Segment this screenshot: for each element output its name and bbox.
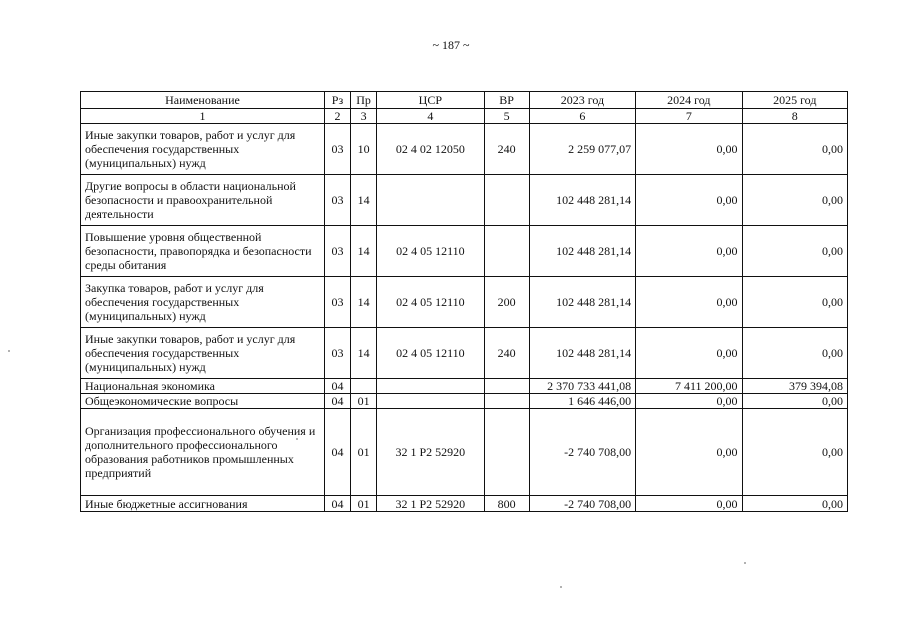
row-pr: 14 — [351, 226, 377, 277]
row-csr: 32 1 Р2 52920 — [377, 496, 484, 512]
row-vr — [484, 379, 529, 394]
table-row — [81, 328, 848, 379]
row-2023: -2 740 708,00 — [529, 409, 635, 496]
table-row — [81, 496, 848, 512]
row-pr: 01 — [351, 409, 377, 496]
scan-speck — [560, 586, 562, 588]
row-name: Общеэкономические вопросы — [81, 394, 325, 409]
row-2025: 0,00 — [742, 124, 847, 175]
row-pr — [351, 379, 377, 394]
row-csr: 02 4 02 12050 — [377, 124, 484, 175]
table-row — [81, 226, 848, 277]
row-2025: 0,00 — [742, 328, 847, 379]
row-2024: 0,00 — [636, 226, 742, 277]
row-pr: 01 — [351, 394, 377, 409]
row-rz: 04 — [324, 379, 350, 394]
column-number: 2 — [324, 109, 350, 124]
row-vr: 800 — [484, 496, 529, 512]
row-2023: 102 448 281,14 — [529, 175, 635, 226]
table-row — [81, 175, 848, 226]
row-csr — [377, 394, 484, 409]
row-csr: 32 1 Р2 52920 — [377, 409, 484, 496]
row-name: Национальная экономика — [81, 379, 325, 394]
row-pr: 14 — [351, 175, 377, 226]
row-pr: 01 — [351, 496, 377, 512]
row-2023: -2 740 708,00 — [529, 496, 635, 512]
column-number-row — [81, 109, 848, 124]
row-vr — [484, 394, 529, 409]
header-csr: ЦСР — [377, 92, 484, 109]
scan-speck — [744, 562, 746, 564]
column-number: 7 — [636, 109, 742, 124]
row-2025: 0,00 — [742, 496, 847, 512]
row-rz: 04 — [324, 409, 350, 496]
row-rz: 04 — [324, 496, 350, 512]
row-vr: 200 — [484, 277, 529, 328]
row-2025: 379 394,08 — [742, 379, 847, 394]
row-vr: 240 — [484, 124, 529, 175]
row-2023: 2 259 077,07 — [529, 124, 635, 175]
row-2023: 102 448 281,14 — [529, 226, 635, 277]
column-number: 3 — [351, 109, 377, 124]
row-pr: 10 — [351, 124, 377, 175]
header-2023: 2023 год — [529, 92, 635, 109]
row-2024: 0,00 — [636, 124, 742, 175]
row-csr: 02 4 05 12110 — [377, 328, 484, 379]
table-row — [81, 394, 848, 409]
row-rz: 03 — [324, 124, 350, 175]
row-name: Организация профессионального обучения и дополнительного профессионального образования работников промышленных предприятий — [81, 409, 325, 496]
column-number: 6 — [529, 109, 635, 124]
row-2025: 0,00 — [742, 226, 847, 277]
row-name: Повышение уровня общественной безопасности, правопорядка и безопасности среды обитания — [81, 226, 325, 277]
row-rz: 03 — [324, 277, 350, 328]
row-2025: 0,00 — [742, 409, 847, 496]
row-2024: 0,00 — [636, 394, 742, 409]
row-name: Закупка товаров, работ и услуг для обеспечения государственных (муниципальных) нужд — [81, 277, 325, 328]
column-number: 4 — [377, 109, 484, 124]
row-rz: 03 — [324, 328, 350, 379]
row-2023: 2 370 733 441,08 — [529, 379, 635, 394]
budget-table — [80, 91, 848, 512]
row-2025: 0,00 — [742, 277, 847, 328]
row-csr — [377, 379, 484, 394]
row-csr — [377, 175, 484, 226]
row-2024: 0,00 — [636, 277, 742, 328]
header-pr: Пр — [351, 92, 377, 109]
column-number: 1 — [81, 109, 325, 124]
column-number: 8 — [742, 109, 847, 124]
row-rz: 03 — [324, 226, 350, 277]
row-2025: 0,00 — [742, 175, 847, 226]
row-2024: 0,00 — [636, 409, 742, 496]
row-vr — [484, 226, 529, 277]
row-2025: 0,00 — [742, 394, 847, 409]
header-2025: 2025 год — [742, 92, 847, 109]
header-name: Наименование — [81, 92, 325, 109]
row-2023: 102 448 281,14 — [529, 328, 635, 379]
row-2023: 1 646 446,00 — [529, 394, 635, 409]
row-rz: 04 — [324, 394, 350, 409]
row-pr: 14 — [351, 277, 377, 328]
row-2024: 7 411 200,00 — [636, 379, 742, 394]
header-vr: ВР — [484, 92, 529, 109]
row-csr: 02 4 05 12110 — [377, 277, 484, 328]
row-2023: 102 448 281,14 — [529, 277, 635, 328]
table-row — [81, 409, 848, 496]
scan-speck — [8, 350, 10, 352]
table-row — [81, 379, 848, 394]
row-name: Иные закупки товаров, работ и услуг для обеспечения государственных (муниципальных) нужд — [81, 124, 325, 175]
header-rz: Рз — [324, 92, 350, 109]
row-name: Другие вопросы в области национальной безопасности и правоохранительной деятельности — [81, 175, 325, 226]
row-pr: 14 — [351, 328, 377, 379]
scan-speck — [296, 438, 298, 440]
row-2024: 0,00 — [636, 175, 742, 226]
row-2024: 0,00 — [636, 496, 742, 512]
row-name: Иные закупки товаров, работ и услуг для обеспечения государственных (муниципальных) нужд — [81, 328, 325, 379]
column-number: 5 — [484, 109, 529, 124]
row-name: Иные бюджетные ассигнования — [81, 496, 325, 512]
header-row — [81, 92, 848, 109]
page-number: ~ 187 ~ — [432, 38, 470, 52]
row-vr — [484, 175, 529, 226]
row-vr: 240 — [484, 328, 529, 379]
header-2024: 2024 год — [636, 92, 742, 109]
table-row — [81, 277, 848, 328]
row-rz: 03 — [324, 175, 350, 226]
table-row — [81, 124, 848, 175]
row-2024: 0,00 — [636, 328, 742, 379]
row-csr: 02 4 05 12110 — [377, 226, 484, 277]
row-vr — [484, 409, 529, 496]
